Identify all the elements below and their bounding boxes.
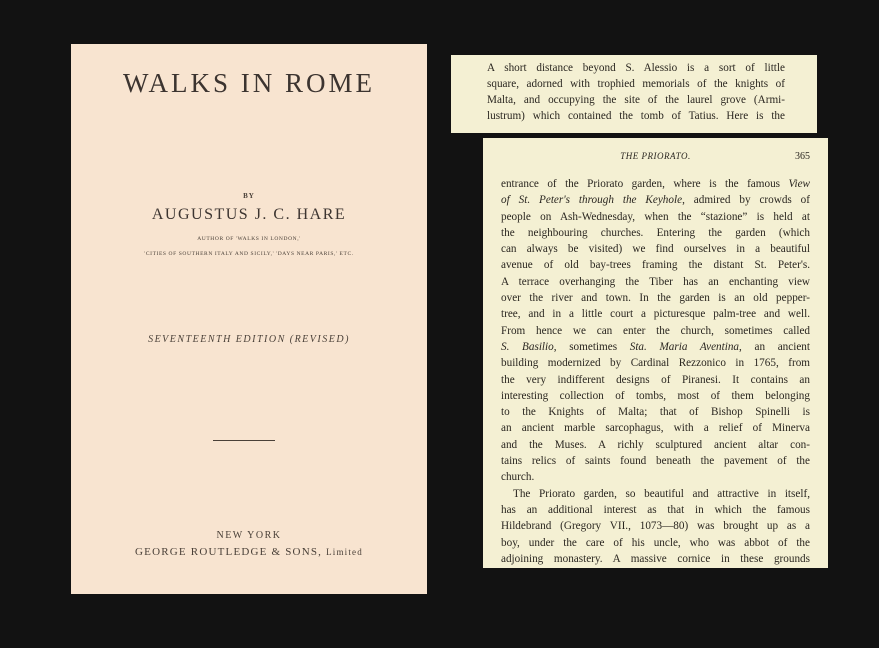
author-of-line-1: AUTHOR OF 'WALKS IN LONDON,' <box>197 236 301 242</box>
page-line <box>501 453 810 469</box>
line-text: church. <box>501 471 535 484</box>
line-text: entrance of the Priorato garden, where is the famous <box>501 178 789 190</box>
page-line <box>501 420 810 436</box>
italic-text: of St. Peter's through the Keyhole <box>501 194 683 207</box>
italic-text: View <box>788 178 810 190</box>
publisher-city: NEW YORK <box>216 530 282 541</box>
by-label: BY <box>243 192 255 200</box>
page-line <box>501 469 810 485</box>
page-line <box>501 209 810 225</box>
italic-text: Sta. Maria Aventina <box>629 340 740 353</box>
line-text: A terrace overhanging the Tiber has an enchanting view <box>501 275 810 288</box>
line-text: the neighbouring churches. Entering the garden (which <box>501 226 810 239</box>
line-text: boy, under the care of his uncle, who was abbot of the <box>501 536 810 549</box>
book-page-365 <box>483 138 828 568</box>
page-line <box>501 535 810 551</box>
page-line <box>501 486 810 502</box>
page-number: 365 <box>795 151 810 162</box>
snippet-line: lustrum) which contained the tomb of Tatius. Here is the <box>487 110 785 122</box>
page-line <box>501 355 810 371</box>
line-text: the very indifferent designs of Piranesi. It contains an <box>501 373 810 386</box>
page-line <box>501 437 810 453</box>
line-text: adjoining monastery. A massive cornice in these grounds <box>501 552 810 565</box>
page-line <box>501 404 810 420</box>
line-text: avenue of old bay-trees framing the distant St. Peter's. <box>501 259 810 272</box>
page-line <box>501 290 810 306</box>
book-title: WALKS IN ROME <box>123 68 375 98</box>
author-name: AUGUSTUS J. C. HARE <box>151 206 347 223</box>
page-line <box>501 225 810 241</box>
publisher-main: GEORGE ROUTLEDGE & SONS, <box>135 546 327 558</box>
page-line <box>501 388 810 404</box>
page-header <box>483 151 828 165</box>
line-text: an ancient marble sarcophagus, with a relief of Minerva <box>501 422 810 435</box>
page-line <box>501 323 810 339</box>
author-of-line-2: 'CITIES OF SOUTHERN ITALY AND SICILY,' 'DAYS NEAR PARIS,' ETC. <box>144 251 354 257</box>
line-text: over the river and town. In the garden is an old pepper- <box>501 292 810 305</box>
line-text: , sometimes <box>553 340 630 353</box>
line-text: people on Ash-Wednesday, when the “stazione” is held at <box>501 210 810 223</box>
snippet-line: Malta, and occupying the site of the laurel grove (Armi- <box>487 94 785 106</box>
snippet-line: square, adorned with trophied memorials of the knights of <box>487 78 785 90</box>
title-page <box>71 44 427 594</box>
page-line <box>501 257 810 273</box>
line-text: to the Knights of Malta; that of Bishop Spinelli is <box>501 406 810 419</box>
page-line <box>501 274 810 290</box>
running-head: THE PRIORATO. <box>620 151 691 161</box>
line-text: tree, and in a little court a picturesque palm-tree and well. <box>501 308 810 321</box>
text-snippet <box>451 55 817 133</box>
line-text: The Priorato garden, so beautiful and attractive in itself, <box>513 487 810 500</box>
page-line <box>501 551 810 567</box>
edition-label: SEVENTEENTH EDITION (REVISED) <box>148 334 350 345</box>
page-line <box>501 502 810 518</box>
page-line <box>501 241 810 257</box>
line-text: , admired by crowds of <box>682 194 810 207</box>
line-text: tains relics of saints found beneath the pavement of the <box>501 455 810 468</box>
title-page-rule <box>213 440 275 441</box>
page-line <box>501 372 810 388</box>
line-text: can always be visited) we find ourselves in a beautiful <box>501 243 810 256</box>
page-line <box>501 518 810 534</box>
page-line <box>501 306 810 322</box>
publisher-name <box>71 546 427 558</box>
italic-text: S. Basilio <box>501 340 554 353</box>
page-body <box>501 176 810 567</box>
line-text: has an additional interest as that in which the famous <box>501 503 810 516</box>
snippet-line: A short distance beyond S. Alessio is a sort of little <box>487 62 785 74</box>
line-text: and the Muses. A richly sculptured ancient altar con- <box>501 438 810 451</box>
line-text: From hence we can enter the church, sometimes called <box>501 324 810 337</box>
line-text: building modernized by Cardinal Rezzonico in 1765, from <box>501 357 810 370</box>
line-text: , an ancient <box>739 340 810 353</box>
publisher-limited: Limited <box>326 547 363 557</box>
line-text: Hildebrand (Gregory VII., 1073—80) was brought up as a <box>501 520 810 533</box>
page-line <box>501 176 810 192</box>
line-text: interesting collection of tombs, most of them belonging <box>501 389 810 402</box>
page-line <box>501 192 810 208</box>
page-line <box>501 339 810 355</box>
